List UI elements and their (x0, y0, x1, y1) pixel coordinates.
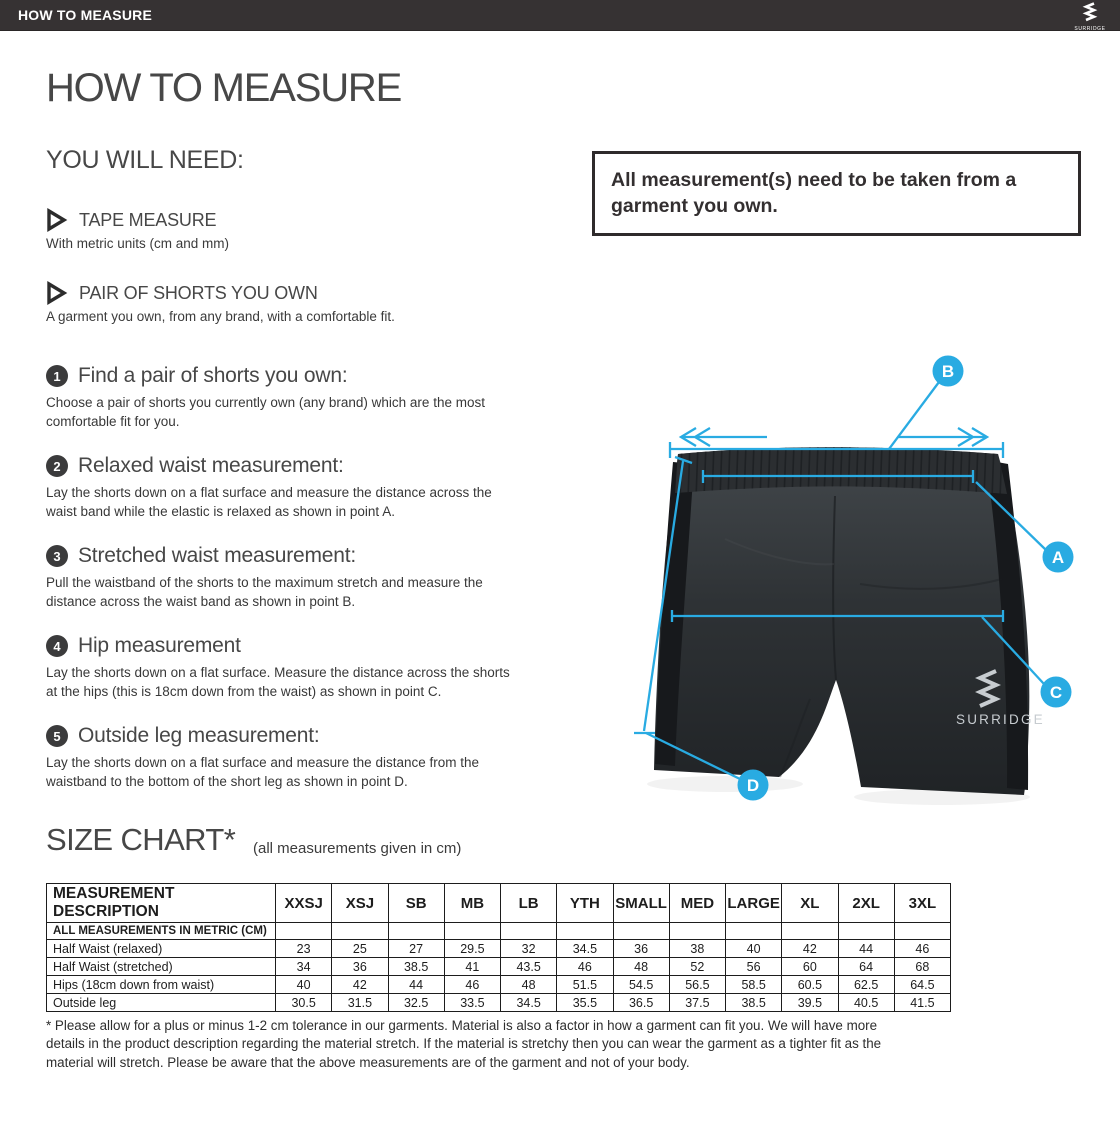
point-b-label: B (941, 362, 955, 381)
double-arrow-right-icon (898, 428, 987, 446)
need-item-title: TAPE MEASURE (79, 209, 217, 230)
step-body: Lay the shorts down on a flat surface. Measure the distance across the shorts at the hips (this is 18cm down from the waist) as shown in point C. (46, 665, 510, 699)
value-cell: 29.5 (444, 940, 500, 958)
step-body: Choose a pair of shorts you currently own (any brand) which are the most comfortable fit for you. (46, 395, 485, 429)
empty-cell (388, 923, 444, 940)
brand-logo-text: SURRIDGE (1074, 26, 1106, 32)
step-2 (46, 454, 520, 521)
value-cell: 39.5 (782, 994, 838, 1012)
value-cell: 38.5 (388, 958, 444, 976)
value-cell: 40.5 (838, 994, 894, 1012)
column-header-size: LARGE (726, 884, 782, 923)
value-cell: 64.5 (894, 976, 950, 994)
step-body: Lay the shorts down on a flat surface and measure the distance across the waist band while the elastic is relaxed as shown in point A. (46, 485, 492, 519)
step-title: Stretched waist measurement: (78, 544, 357, 567)
value-cell: 54.5 (613, 976, 669, 994)
value-cell: 68 (894, 958, 950, 976)
value-cell: 42 (332, 976, 388, 994)
step-3 (46, 544, 520, 611)
column-header-size: LB (501, 884, 557, 923)
empty-cell (669, 923, 725, 940)
double-arrow-left-icon (681, 428, 767, 446)
value-cell: 35.5 (557, 994, 613, 1012)
value-cell: 40 (276, 976, 332, 994)
value-cell: 38.5 (726, 994, 782, 1012)
step-number-badge: 4 (46, 635, 68, 657)
value-cell: 37.5 (669, 994, 725, 1012)
shorts-photo (654, 444, 1045, 795)
you-will-need-heading: YOU WILL NEED: (46, 146, 244, 174)
step-title: Outside leg measurement: (78, 724, 320, 747)
empty-cell (501, 923, 557, 940)
value-cell: 27 (388, 940, 444, 958)
need-item-tape-measure (46, 208, 526, 251)
top-bar (0, 0, 1120, 31)
column-header-size: 3XL (894, 884, 950, 923)
step-body: Lay the shorts down on a flat surface and measure the distance from the waistband to the bottom of the short leg as shown in point D. (46, 755, 479, 789)
row-label-cell: Half Waist (stretched) (47, 958, 276, 976)
step-body: Pull the waistband of the shorts to the maximum stretch and measure the distance across the waist band as shown in point B. (46, 575, 483, 609)
size-chart-title: SIZE CHART* (46, 822, 236, 857)
empty-cell (613, 923, 669, 940)
table-row (47, 940, 951, 958)
value-cell: 36.5 (613, 994, 669, 1012)
value-cell: 64 (838, 958, 894, 976)
page-title: HOW TO MEASURE (46, 66, 402, 110)
table-head (47, 884, 951, 923)
table-row (47, 958, 951, 976)
column-header-size: MED (669, 884, 725, 923)
step-1 (46, 364, 520, 431)
brand-logo (1069, 2, 1111, 32)
value-cell: 46 (444, 976, 500, 994)
value-cell: 46 (894, 940, 950, 958)
value-cell: 56.5 (669, 976, 725, 994)
value-cell: 33.5 (444, 994, 500, 1012)
column-header-size: YTH (557, 884, 613, 923)
need-item-shorts (46, 281, 526, 324)
column-header-size: SMALL (613, 884, 669, 923)
shorts-measurement-diagram (630, 354, 1100, 816)
value-cell: 56 (726, 958, 782, 976)
step-title: Hip measurement (78, 634, 241, 657)
top-bar-title: HOW TO MEASURE (18, 7, 152, 23)
column-header-size: XSJ (332, 884, 388, 923)
value-cell: 32.5 (388, 994, 444, 1012)
column-header-size: XXSJ (276, 884, 332, 923)
shadow (647, 776, 803, 792)
metric-note-row (47, 923, 951, 940)
value-cell: 41 (444, 958, 500, 976)
value-cell: 62.5 (838, 976, 894, 994)
value-cell: 34.5 (557, 940, 613, 958)
size-chart-footnote: * Please allow for a plus or minus 1-2 cm tolerance in our garments. Material is also a factor in how a garment can fit you. We will have more details in the product description regarding the material stretch. If the material is stretchy then you can wear the garment as a tighter fit as the material will stretch. Please be aware that the above measurements are of the garment and not of your body. (46, 1018, 882, 1070)
value-cell: 44 (838, 940, 894, 958)
empty-cell (838, 923, 894, 940)
step-number-badge: 5 (46, 725, 68, 747)
row-label-cell: Hips (18cm down from waist) (47, 976, 276, 994)
leader-line-b (889, 382, 939, 449)
value-cell: 52 (669, 958, 725, 976)
need-item-title: PAIR OF SHORTS YOU OWN (79, 282, 318, 303)
empty-cell (894, 923, 950, 940)
shorts-brand-text: SURRIDGE (956, 712, 1045, 727)
measurement-note-box: All measurement(s) need to be taken from a garment you own. (592, 151, 1081, 236)
value-cell: 60.5 (782, 976, 838, 994)
value-cell: 41.5 (894, 994, 950, 1012)
table-body (47, 923, 951, 1012)
value-cell: 23 (276, 940, 332, 958)
value-cell: 46 (557, 958, 613, 976)
value-cell: 51.5 (557, 976, 613, 994)
table-row (47, 994, 951, 1012)
empty-cell (276, 923, 332, 940)
column-header-size: SB (388, 884, 444, 923)
value-cell: 58.5 (726, 976, 782, 994)
need-item-subtitle: With metric units (cm and mm) (46, 236, 230, 251)
metric-note-cell: ALL MEASUREMENTS IN METRIC (CM) (47, 923, 276, 940)
empty-cell (726, 923, 782, 940)
value-cell: 40 (726, 940, 782, 958)
value-cell: 48 (613, 958, 669, 976)
column-header-size: 2XL (838, 884, 894, 923)
point-c-label: C (1049, 683, 1063, 702)
value-cell: 60 (782, 958, 838, 976)
value-cell: 34.5 (501, 994, 557, 1012)
value-cell: 48 (501, 976, 557, 994)
step-5 (46, 724, 520, 791)
value-cell: 30.5 (276, 994, 332, 1012)
surridge-icon (1080, 2, 1100, 22)
step-title: Find a pair of shorts you own: (78, 364, 348, 387)
point-d-label: D (746, 776, 760, 795)
value-cell: 36 (332, 958, 388, 976)
value-cell: 43.5 (501, 958, 557, 976)
step-number-badge: 1 (46, 365, 68, 387)
value-cell: 44 (388, 976, 444, 994)
value-cell: 34 (276, 958, 332, 976)
empty-cell (444, 923, 500, 940)
column-header-size: MB (444, 884, 500, 923)
point-a-label: A (1051, 548, 1065, 567)
empty-cell (557, 923, 613, 940)
size-chart-table (46, 883, 951, 1012)
value-cell: 32 (501, 940, 557, 958)
value-cell: 25 (332, 940, 388, 958)
triangle-bullet-icon (46, 281, 68, 305)
value-cell: 31.5 (332, 994, 388, 1012)
step-4 (46, 634, 520, 701)
empty-cell (332, 923, 388, 940)
step-number-badge: 3 (46, 545, 68, 567)
value-cell: 42 (782, 940, 838, 958)
step-number-badge: 2 (46, 455, 68, 477)
triangle-bullet-icon (46, 208, 68, 232)
size-chart-subtitle: (all measurements given in cm) (253, 840, 462, 857)
value-cell: 36 (613, 940, 669, 958)
column-header-size: XL (782, 884, 838, 923)
column-header-description: MEASUREMENT DESCRIPTION (47, 884, 276, 923)
need-item-subtitle: A garment you own, from any brand, with a comfortable fit. (46, 309, 395, 324)
step-title: Relaxed waist measurement: (78, 454, 344, 477)
value-cell: 38 (669, 940, 725, 958)
row-label-cell: Half Waist (relaxed) (47, 940, 276, 958)
table-row (47, 976, 951, 994)
row-label-cell: Outside leg (47, 994, 276, 1012)
empty-cell (782, 923, 838, 940)
